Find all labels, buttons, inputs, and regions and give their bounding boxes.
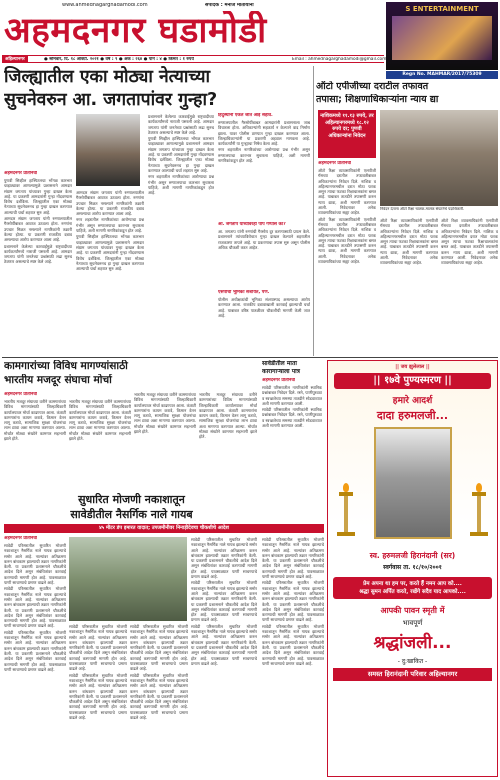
workers-headline-1: कामगारांच्या विविध मागण्यांसाठी [4,360,128,372]
memorial-line-3: आपकी पावन स्मृती में [380,606,445,615]
measurement-col-2-text: सावेडी परिसरातील सुधारित मोजणी नकाशातून नैसर्गिक नाले गायब झाल्याचे समोर आले आहे. नाल्यांवर अतिक्रमण करुन बांधकाम झाल्याची तक्रार नागरिकांनी केली. या प्रकरणी प्रशासनाने चौकशीचे आदेश दिले असून संबंधितांवर कारवाई करण्याची मागणी होत आहे. पावसाळ्यात पाणी साचण्याचे प्रमाण वाढले आहे. [69,624,127,672]
workers-col-1 [4,399,66,491]
lead-photo-politician [76,114,140,186]
memorial-heading: हमारे आदर्श [392,396,433,406]
lead-sub-2-text: आ. जगताप यांनी रुग्णांची गैरसोय दूर करण्यासाठी प्रयत्न केले. प्रशासनाने त्यांच्याविरोधात गुन्हा दाखल केल्याने शहरातील राजकारण तापले आहे. या प्रकरणाचा तपास सुरु असून पोलीस अधिक चौकशी करत आहेत. [218,229,310,250]
right-byline: अहमदनगर प्रतिनिधी [318,161,352,166]
memorial-line-4: भावपूर्ण [402,619,423,627]
workers-col-1-text: भारतीय मजदूर संघाच्या वतीने कामगारांच्या विविध मागण्यांसाठी जिल्हाधिकारी कार्यालयावर मोर्चा काढण्यात आला. कंत्राटी कामगारांना कायम करावे, किमान वेतन लागू करावे, सामाजिक सुरक्षा योजनांचा लाभ द्यावा अशा मागण्या करण्यात आल्या. मोर्चात मोठ्या संख्येने कामगार सहभागी झाले होते. [4,399,66,442]
lamp-left-icon [336,483,356,539]
masthead-title: अहमदनगर घडामोडी [4,11,267,51]
column-divider [313,66,314,356]
savedi-headline-1: सावेडीतील माता [262,360,297,367]
workers-col-3-text: भारतीय मजदूर संघाच्या वतीने कामगारांच्या विविध मागण्यांसाठी जिल्हाधिकारी कार्यालयावर मोर्चा काढण्यात आला. कंत्राटी कामगारांना कायम करावे, किमान वेतन लागू करावे, सामाजिक सुरक्षा योजनांचा लाभ द्यावा अशा मागण्या करण्यात आल्या. मोर्चात मोठ्या संख्येने कामगार सहभागी झाले होते. [134,392,196,435]
right-col-2 [380,218,438,356]
ad-brand: S ENTERTAINMENT [405,5,479,13]
memorial-tribute: श्रद्धांजली... [373,633,452,653]
editor-line: संपादक : मनोज मोतीयानी [205,3,254,8]
lead-col-1 [4,178,72,350]
right-col-1b-text: ऑटो रिक्षा व्यावसायिकांनी एलपीजी गॅसच्या दरातील तफावतीबाबत अधिकाऱ्यांना निवेदन दिले. नाशिक व अहिल्यानगरमधील दरात मोठा फरक असून त्याचा फटका रिक्षाचालकांना बसत आहे. याबाबत तातडीने तपासणी करुन न्याय द्यावा, अशी मागणी करण्यात आली. निवेदनावर अनेक व्यावसायिकांच्या सह्या आहेत. [318,216,376,265]
lead-byline: अहमदनगर प्रतिनिधी [4,171,38,176]
right-col-3-text: ऑटो रिक्षा व्यावसायिकांनी एलपीजी गॅसच्या दरातील तफावतीबाबत अधिकाऱ्यांना निवेदन दिले. नाशिक व अहिल्यानगरमधील दरात मोठा फरक असून त्याचा फटका रिक्षाचालकांना बसत आहे. याबाबत तातडीने तपासणी करुन न्याय द्यावा, अशी मागणी करण्यात आली. निवेदनावर अनेक व्यावसायिकांच्या सह्या आहेत. [441,218,498,266]
dateline-bar [2,55,387,63]
lead-sub-2: आ. जगताप यांच्यावरही पोप गप्पास का? [218,222,286,227]
right-col-1-text: ऑटो रिक्षा व्यावसायिकांनी एलपीजी गॅसच्या दरातील तफावतीबाबत अधिकाऱ्यांना निवेदन दिले. नाशिक व अहिल्यानगरमधील दरात मोठा फरक असून त्याचा फटका रिक्षाचालकांना बसत आहे. याबाबत तातडीने तपासणी करुन न्याय द्यावा, अशी मागणी करण्यात आली. निवेदनावर अनेक व्यावसायिकांच्या सह्या आहेत. [318,168,376,216]
lead-col-3c-text: नगर शहरातील नागरिकांच्या आरोग्याचा प्रश्न गंभीर असून रुग्णालयाचा कारभार सुधारला पाहिजे, अशी मागणी नागरिकांकडून होत आहे. [148,174,214,196]
workers-col-3 [134,392,196,491]
measurement-col-1c-text: सावेडी परिसरातील सुधारित मोजणी नकाशातून नैसर्गिक नाले गायब झाल्याचे समोर आले आहे. नाल्यांवर अतिक्रमण करुन बांधकाम झाल्याची तक्रार नागरिकांनी केली. या प्रकरणी प्रशासनाने चौकशीचे आदेश दिले असून संबंधितांवर कारवाई करण्याची मागणी होत आहे. पावसाळ्यात पाणी साचण्याचे प्रमाण वाढले आहे. [4,629,66,672]
measurement-col-3 [130,624,188,775]
lead-col-2c-text: पुणवी सिव्हील हास्पिटलचा भोंगळ कारभार चव्हाट्यावर आणल्यामुळे प्रशासनाने आमदार संग्राम जगताप यांच्यावर गुन्हा दाखल केला आहे. या प्रकरणी आमदारांनी गुन्हा नोंदवण्यास विरोध दर्शविला. जिल्ह्यातील एका मोठ्या नेत्याच्या सूचनेवरुनच हा गुन्हा दाखल करण्यात आल्याची चर्चा शहरात सुरु आहे. [76,234,144,272]
memorial-person-name: स्व. हरुमलजी हिरानंदानी (सर) [369,551,456,560]
lead-col-1b-text: आमदार संग्राम जगताप यांनी रुग्णालयातील गैरसोयींबाबत आवाज उठवला होता. रुग्णांना उपचार मिळत नसल्याने नागरिकांनी तक्रारी केल्या होत्या. या प्रकरणी राजकीय दबाव असल्याचा आरोप करण्यात आला आहे. [4,216,72,243]
lead-sub-3: एसपींची भूमिका संशयित, पण. [218,290,270,295]
memorial-footer-2: समस्त हिरानंदानी परिवार अहिल्यानगर [333,668,492,681]
right-photo-caption: निवेदन देताना ऑटो रिक्षा चालक-मालक संघटनेचे पदाधिकारी. [380,207,465,211]
website-url[interactable]: www.ahmednagarghadamodi.com [62,3,148,8]
measurement-col-5c-text: सावेडी परिसरातील सुधारित मोजणी नकाशातून नैसर्गिक नाले गायब झाल्याचे समोर आले आहे. नाल्यांवर अतिक्रमण करुन बांधकाम झाल्याची तक्रार नागरिकांनी केली. या प्रकरणी प्रशासनाने चौकशीचे आदेश दिले असून संबंधितांवर कारवाई करण्याची मागणी होत आहे. पावसाळ्यात पाणी साचण्याचे प्रमाण वाढले आहे. [262,623,324,666]
lead-sub-1: हिंदुस्थानी एकते जात आई सहाव. [218,113,273,118]
right-info-box: नाशिकमध्ये ११.१३ रुपये, तर अहिल्यानगरमध्ये १८.१२ रुपये दर; पुणवी अधिकाऱ्यांना निवेदन [318,110,376,158]
workers-col-2-text: भारतीय मजदूर संघाच्या वतीने कामगारांच्या विविध मागण्यांसाठी जिल्हाधिकारी कार्यालयावर मोर्चा काढण्यात आला. कंत्राटी कामगारांना कायम करावे, किमान वेतन लागू करावे, सामाजिक सुरक्षा योजनांचा लाभ द्यावा अशा मागण्या करण्यात आल्या. मोर्चात मोठ्या संख्येने कामगार सहभागी झाले होते. [69,399,131,442]
memorial-quote-2: श्रद्धा सुमन अर्पित करते, रखेंगे सदैव याद आपको.... [359,589,466,595]
measurement-headline-1: सुधारित मोजणी नकाशातून [78,493,185,506]
lead-sub-2-body [218,229,310,285]
workers-headline-2: भारतीय मजदूर संघाचा मोर्चा [4,374,112,386]
measurement-deck: ४५ मीटर डंप इमारत वादात; उपजमीनीवर निनाड़ीदेवचा चौकशीचे आदेश [4,524,324,533]
measurement-col-5 [262,537,324,775]
measurement-byline: अहमदनगर प्रतिनिधी [4,536,38,541]
measurement-col-4 [191,537,257,775]
section-rule-1 [2,357,498,358]
ad-photo [392,16,492,60]
measurement-col-1b-text: सावेडी परिसरातील सुधारित मोजणी नकाशातून नैसर्गिक नाले गायब झाल्याचे समोर आले आहे. नाल्यांवर अतिक्रमण करुन बांधकाम झाल्याची तक्रार नागरिकांनी केली. या प्रकरणी प्रशासनाने चौकशीचे आदेश दिले असून संबंधितांवर कारवाई करण्याची मागणी होत आहे. पावसाळ्यात पाणी साचण्याचे प्रमाण वाढले आहे. [4,586,66,629]
header-ad[interactable] [386,2,498,70]
lead-col-1-text: पुणवी सिव्हील हास्पिटलचा भोंगळ कारभार चव्हाट्यावर आणल्यामुळे प्रशासनाने आमदार संग्राम जगताप यांच्यावर गुन्हा दाखल केला आहे. या प्रकरणी आमदारांनी गुन्हा नोंदवण्यास विरोध दर्शविला. जिल्ह्यातील एका मोठ्या नेत्याच्या सूचनेवरुनच हा गुन्हा दाखल करण्यात आल्याची चर्चा शहरात सुरु आहे. [4,178,72,215]
measurement-col-1-text: सावेडी परिसरातील सुधारित मोजणी नकाशातून नैसर्गिक नाले गायब झाल्याचे समोर आले आहे. नाल्यांवर अतिक्रमण करुन बांधकाम झाल्याची तक्रार नागरिकांनी केली. या प्रकरणी प्रशासनाने चौकशीचे आदेश दिले असून संबंधितांवर कारवाई करण्याची मागणी होत आहे. पावसाळ्यात पाणी साचण्याचे प्रमाण वाढले आहे. [4,543,66,586]
memorial-anniversary-banner: || १७वे पुण्यस्मरण || [334,373,491,389]
lead-col-2 [76,190,144,352]
memorial-footer-1: - दु:खाकित - [397,658,428,665]
measurement-col-3b-text: सावेडी परिसरातील सुधारित मोजणी नकाशातून नैसर्गिक नाले गायब झाल्याचे समोर आले आहे. नाल्यांवर अतिक्रमण करुन बांधकाम झाल्याची तक्रार नागरिकांनी केली. या प्रकरणी प्रशासनाने चौकशीचे आदेश दिले असून संबंधितांवर कारवाई करण्याची मागणी होत आहे. पावसाळ्यात पाणी साचण्याचे प्रमाण वाढले आहे. [130,672,188,721]
savedi-col-b-text: सावेडी परिसरातील नागरिकांनी स्थानिक प्रश्नांबाबत निवेदन दिले. रस्ते, पाणीपुरवठा व स्वच्छतेच्या समस्या तातडीने सोडवाव्यात अशी मागणी करण्यात आली. [262,407,322,429]
workers-col-2 [69,399,131,491]
dateline: ● सोमवार, दि. १८ ऑक्टो. २०२१ ● वर्ष : ९ ● अंक : २६४ ● पाने : ४ ● किंमत : १ रुपये [44,57,194,62]
memorial-portrait [374,427,452,539]
savedi-col-text: सावेडी परिसरातील नागरिकांनी स्थानिक प्रश्नांबाबत निवेदन दिले. रस्ते, पाणीपुरवठा व स्वच्छतेच्या समस्या तातडीने सोडवाव्यात अशी मागणी करण्यात आली. [262,385,322,406]
measurement-photo [69,537,187,621]
workers-byline: अहमदनगर प्रतिनिधी [4,392,38,397]
workers-col-4-text: भारतीय मजदूर संघाच्या वतीने कामगारांच्या विविध मागण्यांसाठी जिल्हाधिकारी कार्यालयावर मोर्चा काढण्यात आला. कंत्राटी कामगारांना कायम करावे, किमान वेतन लागू करावे, सामाजिक सुरक्षा योजनांचा लाभ द्यावा अशा मागण्या करण्यात आल्या. मोर्चात मोठ्या संख्येने कामगार सहभागी झाले होते. [199,392,257,440]
savedi-headline-2: कारागाऱ्याला पात्र [262,368,300,375]
memorial-quote-1: प्रेम अपना था हम पर, करते हैं नमन आप को.... [363,581,462,587]
measurement-col-3-text: सावेडी परिसरातील सुधारित मोजणी नकाशातून नैसर्गिक नाले गायब झाल्याचे समोर आले आहे. नाल्यांवर अतिक्रमण करुन बांधकाम झाल्याची तक्रार नागरिकांनी केली. या प्रकरणी प्रशासनाने चौकशीचे आदेश दिले असून संबंधितांवर कारवाई करण्याची मागणी होत आहे. पावसाळ्यात पाणी साचण्याचे प्रमाण वाढले आहे. [130,624,188,672]
measurement-col-4c-text: सावेडी परिसरातील सुधारित मोजणी नकाशातून नैसर्गिक नाले गायब झाल्याचे समोर आले आहे. नाल्यांवर अतिक्रमण करुन बांधकाम झाल्याची तक्रार नागरिकांनी केली. या प्रकरणी प्रशासनाने चौकशीचे आदेश दिले असून संबंधितांवर कारवाई करण्याची मागणी होत आहे. पावसाळ्यात पाणी साचण्याचे प्रमाण वाढले आहे. [191,623,257,666]
measurement-col-5-text: सावेडी परिसरातील सुधारित मोजणी नकाशातून नैसर्गिक नाले गायब झाल्याचे समोर आले आहे. नाल्यांवर अतिक्रमण करुन बांधकाम झाल्याची तक्रार नागरिकांनी केली. या प्रकरणी प्रशासनाने चौकशीचे आदेश दिले असून संबंधितांवर कारवाई करण्याची मागणी होत आहे. पावसाळ्यात पाणी साचण्याचे प्रमाण वाढले आहे. [262,537,324,580]
lead-sub-1-text: रुग्णालयातील गैरसोयींबाबत आमदारांनी प्रशासनाला जाब विचारला होता. अधिकाऱ्यांनी सहकार्य न केल्याने वाद निर्माण झाला. यावर पोलीस ठाण्यात गुन्हा दाखल करण्यात आला. जिल्हाधिकाऱ्यांनी या प्रकरणी अहवाल मागवला आहे. कार्यकर्त्यांनी या गुन्ह्याचा निषेध केला आहे. [218,120,310,147]
memorial-portrait-area [328,427,497,545]
lead-col-1c-text: प्रशासनाने केलेल्या कारवाईमुळे राष्ट्रवादीच्या कार्यकर्त्यांमध्ये नाराजी पसरली आहे. आमदार जगताप यांनी जनतेच्या प्रश्नांसाठी लढा सुरुच ठेवणार असल्याचे स्पष्ट केले आहे. [4,243,72,265]
lead-sub-3-body [218,297,310,352]
savedi-byline: अहमदनगर प्रतिनिधी [262,378,296,383]
measurement-col-2b-text: सावेडी परिसरातील सुधारित मोजणी नकाशातून नैसर्गिक नाले गायब झाल्याचे समोर आले आहे. नाल्यांवर अतिक्रमण करुन बांधकाम झाल्याची तक्रार नागरिकांनी केली. या प्रकरणी प्रशासनाने चौकशीचे आदेश दिले असून संबंधितांवर कारवाई करण्याची मागणी होत आहे. पावसाळ्यात पाणी साचण्याचे प्रमाण वाढले आहे. [69,672,127,721]
regn-number: Regn No. MAHMAR/2017/75309 [386,71,498,79]
email[interactable]: Email : ahmednagarghadamodi@gmail.com [292,57,387,62]
lead-sub-1b-text: नगर शहरातील नागरिकांच्या आरोग्याचा प्रश्न गंभीर असून रुग्णालयाचा कारभार सुधारला पाहिजे, अशी मागणी नागरिकांकडून होत आहे. [218,147,310,164]
workers-col-4 [199,392,257,491]
right-col-2-text: ऑटो रिक्षा व्यावसायिकांनी एलपीजी गॅसच्या दरातील तफावतीबाबत अधिकाऱ्यांना निवेदन दिले. नाशिक व अहिल्यानगरमधील दरात मोठा फरक असून त्याचा फटका रिक्षाचालकांना बसत आहे. याबाबत तातडीने तपासणी करुन न्याय द्यावा, अशी मागणी करण्यात आली. निवेदनावर अनेक व्यावसायिकांच्या सह्या आहेत. [380,218,438,266]
savedi-col [262,385,322,491]
lead-headline-2: सुचनेवरुन आ. जगतापांवर गुन्हा? [4,90,218,110]
memorial-quote-box [333,577,492,599]
memorial-name-title: दादा हरुमलजी... [376,409,449,422]
measurement-col-1 [4,543,66,775]
right-headline-2: तपासा; शिक्षणाधिकाऱ्यांना न्याय द्या [316,94,439,105]
lead-col-3 [148,114,214,352]
measurement-col-4b-text: सावेडी परिसरातील सुधारित मोजणी नकाशातून नैसर्गिक नाले गायब झाल्याचे समोर आले आहे. नाल्यांवर अतिक्रमण करुन बांधकाम झाल्याची तक्रार नागरिकांनी केली. या प्रकरणी प्रशासनाने चौकशीचे आदेश दिले असून संबंधितांवर कारवाई करण्याची मागणी होत आहे. पावसाळ्यात पाणी साचण्याचे प्रमाण वाढले आहे. [191,580,257,623]
right-col-1 [318,168,376,356]
memorial-header-small: || जय झुलेलाल || [395,364,430,370]
memorial-ad [327,360,498,777]
lead-col-3-text: प्रशासनाने केलेल्या कारवाईमुळे राष्ट्रवादीच्या कार्यकर्त्यांमध्ये नाराजी पसरली आहे. आमदार जगताप यांनी जनतेच्या प्रश्नांसाठी लढा सुरुच ठेवणार असल्याचे स्पष्ट केले आहे. [148,114,214,135]
right-headline-1: ऑटो एपीजीच्या दराटील तफावत [316,81,429,92]
right-col-3 [441,218,498,356]
measurement-col-5b-text: सावेडी परिसरातील सुधारित मोजणी नकाशातून नैसर्गिक नाले गायब झाल्याचे समोर आले आहे. नाल्यांवर अतिक्रमण करुन बांधकाम झाल्याची तक्रार नागरिकांनी केली. या प्रकरणी प्रशासनाने चौकशीचे आदेश दिले असून संबंधितांवर कारवाई करण्याची मागणी होत आहे. पावसाळ्यात पाणी साचण्याचे प्रमाण वाढले आहे. [262,580,324,623]
lead-sub-3-text: पोलीस अधीक्षकांची भूमिका संशयास्पद असल्याचा आरोप करण्यात आला. राजकीय दबावाखाली कारवाई झाल्याची चर्चा आहे. याबाबत वरिष्ठ पातळीवर चौकशीची मागणी केली जात आहे. [218,297,310,318]
lamp-right-icon [469,483,489,539]
measurement-col-4-text: सावेडी परिसरातील सुधारित मोजणी नकाशातून नैसर्गिक नाले गायब झाल्याचे समोर आले आहे. नाल्यांवर अतिक्रमण करुन बांधकाम झाल्याची तक्रार नागरिकांनी केली. या प्रकरणी प्रशासनाने चौकशीचे आदेश दिले असून संबंधितांवर कारवाई करण्याची मागणी होत आहे. पावसाळ्यात पाणी साचण्याचे प्रमाण वाढले आहे. [191,537,257,580]
edition-badge: अहिल्यानगर [2,56,28,63]
measurement-col-2 [69,624,127,775]
lead-col-2b-text: नगर शहरातील नागरिकांच्या आरोग्याचा प्रश्न गंभीर असून रुग्णालयाचा कारभार सुधारला पाहिजे, अशी मागणी नागरिकांकडून होत आहे. [76,217,144,234]
memorial-date: स्वर्गवास ता. १८/१०/२००१ [383,564,442,571]
right-photo [380,110,498,206]
lead-col-3b-text: पुणवी सिव्हील हास्पिटलचा भोंगळ कारभार चव्हाट्यावर आणल्यामुळे प्रशासनाने आमदार संग्राम जगताप यांच्यावर गुन्हा दाखल केला आहे. या प्रकरणी आमदारांनी गुन्हा नोंदवण्यास विरोध दर्शविला. जिल्ह्यातील एका मोठ्या नेत्याच्या सूचनेवरुनच हा गुन्हा दाखल करण्यात आल्याची चर्चा शहरात सुरु आहे. [148,136,214,173]
lead-sub-1-body [218,120,310,210]
measurement-headline-2: सावेडीतील नैसर्गिक नाले गायब [70,508,193,521]
lead-col-2-text: आमदार संग्राम जगताप यांनी रुग्णालयातील गैरसोयींबाबत आवाज उठवला होता. रुग्णांना उपचार मिळत नसल्याने नागरिकांनी तक्रारी केल्या होत्या. या प्रकरणी राजकीय दबाव असल्याचा आरोप करण्यात आला आहे. [76,190,144,217]
lead-headline-1: जिल्ह्यातील एका मोठ्या नेत्याच्या [4,67,211,87]
